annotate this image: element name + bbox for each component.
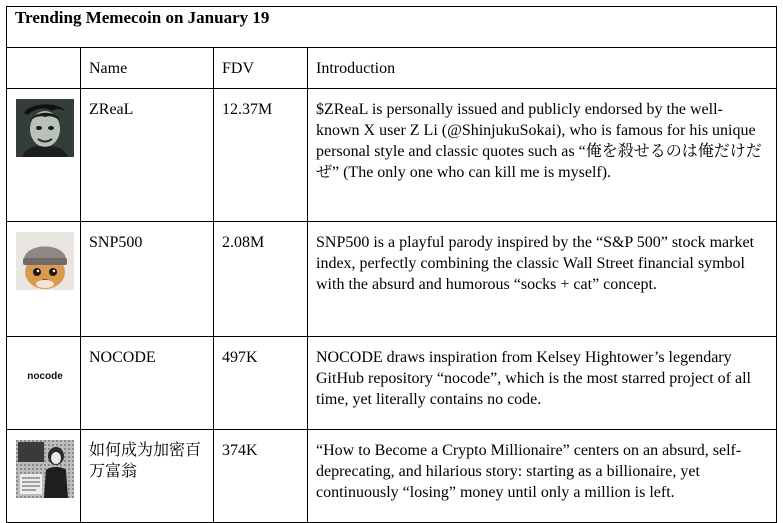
nocode-logo-text: nocode (27, 371, 63, 382)
token-name: ZReaL (81, 89, 214, 222)
token-logo-cell (7, 222, 81, 337)
header-name: Name (81, 48, 214, 89)
token-logo-cell (7, 430, 81, 523)
vintage-newspaper-photo-logo (16, 440, 74, 498)
token-name: NOCODE (81, 337, 214, 430)
token-logo-cell (7, 337, 81, 430)
token-fdv: 374K (214, 430, 308, 523)
nocode-wordmark-logo (16, 347, 74, 405)
table-row (7, 337, 777, 430)
token-fdv: 2.08M (214, 222, 308, 337)
token-logo-cell (7, 89, 81, 222)
token-introduction: NOCODE draws inspiration from Kelsey Hightower’s legendary GitHub repository “nocode”, which is the most starred project of all time, yet literally contains no code. (308, 337, 777, 430)
table-row (7, 89, 777, 222)
header-introduction: Introduction (308, 48, 777, 89)
cat-in-beanie-logo (16, 232, 74, 290)
token-name: 如何成为加密百万富翁 (81, 430, 214, 523)
token-name: SNP500 (81, 222, 214, 337)
table-title: Trending Memecoin on January 19 (7, 7, 777, 48)
header-image (7, 48, 81, 89)
token-fdv: 497K (214, 337, 308, 430)
table-row (7, 430, 777, 523)
table-header-row (7, 48, 777, 89)
token-introduction: SNP500 is a playful parody inspired by the “S&P 500” stock market index, perfectly combining the classic Wall Street financial symbol with the absurd and humorous “socks + cat” concept. (308, 222, 777, 337)
token-introduction: $ZReaL is personally issued and publicly endorsed by the well-known X user Z Li (@ShinjukuSokai), who is famous for his unique personal style and classic quotes such as “俺を殺せるのは俺だけだぜ” (The only one who can kill me is myself). (308, 89, 777, 222)
memecoin-table (6, 6, 777, 523)
token-introduction: “How to Become a Crypto Millionaire” centers on an absurd, self-deprecating, and hilarious story: starting as a billionaire, yet continuously “losing” money until only a million is left. (308, 430, 777, 523)
token-fdv: 12.37M (214, 89, 308, 222)
header-fdv: FDV (214, 48, 308, 89)
table-row (7, 222, 777, 337)
zreal-portrait-logo (16, 99, 74, 157)
